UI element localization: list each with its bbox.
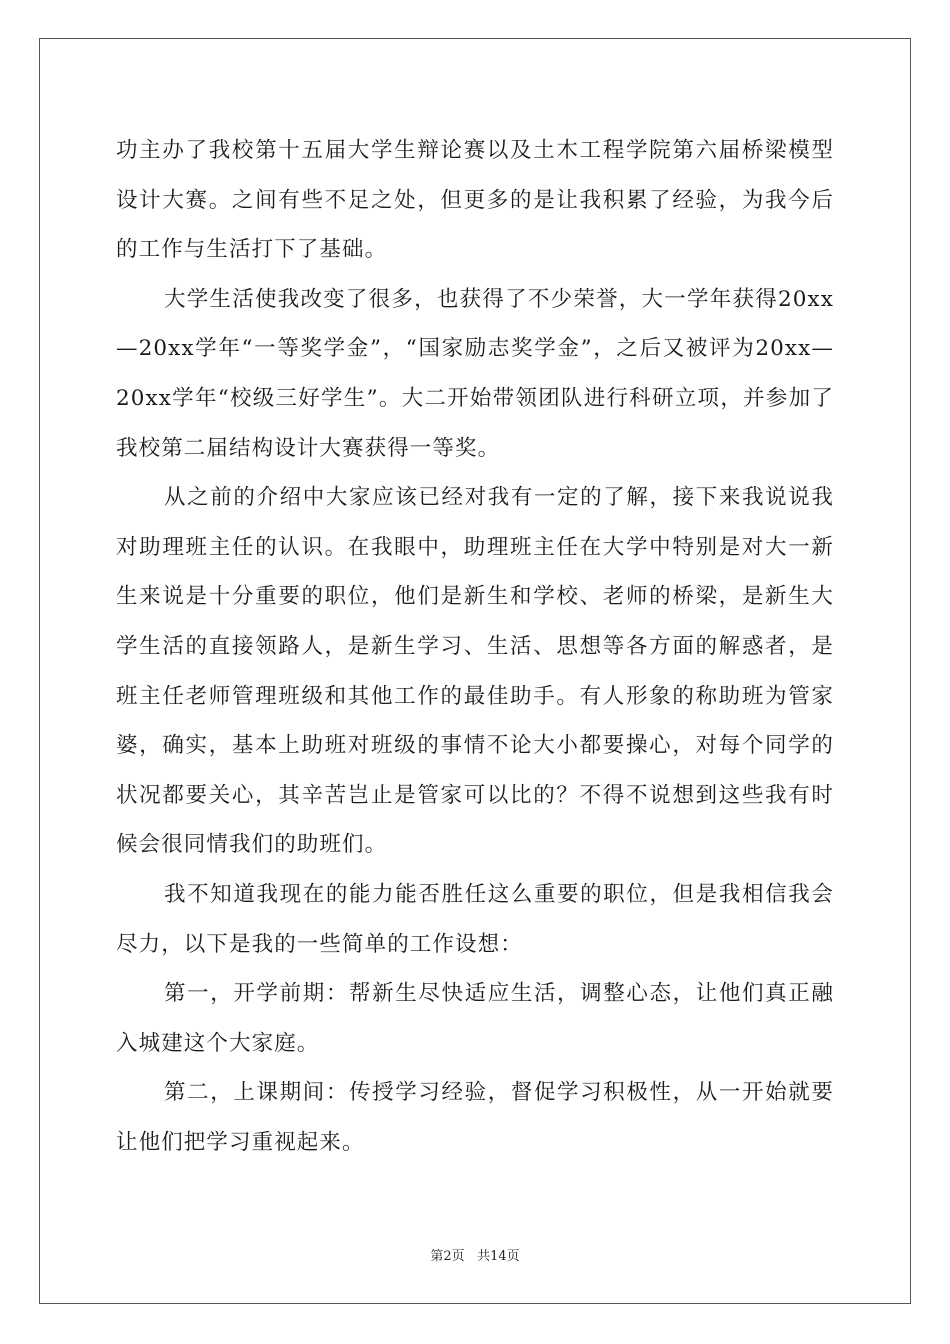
paragraph-assistant-role: 从之前的介绍中大家应该已经对我有一定的了解，接下来我说说我对助理班主任的认识。在我眼中，助理班主任在大学中特别是对大一新生来说是十分重要的职位，他们是新生和学校、老师的桥梁，是新生大学生活的直接领路人，是新生学习、生活、思想等各方面的解惑者，是班主任老师管理班级和其他工作的最佳助手。有人形象的称助班为管家婆，确实，基本上助班对班级的事情不论大小都要操心，对每个同学的状况都要关心，其辛苦岂止是管家可以比的？不得不说想到这些我有时候会很同情我们的助班们。 xyxy=(116,485,834,858)
document-body xyxy=(116,126,834,1167)
page-number: 第2页 xyxy=(430,1249,465,1264)
page-total: 共14页 xyxy=(477,1249,520,1264)
paragraph-continuation: 功主办了我校第十五届大学生辩论赛以及土木工程学院第六届桥梁模型设计大赛。之间有些不足之处，但更多的是让我积累了经验，为我今后的工作与生活打下了基础。 xyxy=(116,138,834,263)
page-footer xyxy=(0,1248,950,1266)
paragraph-honors: 大学生活使我改变了很多，也获得了不少荣誉，大一学年获得20xx—20xx学年“一等奖学金”，“国家励志奖学金”，之后又被评为20xx—20xx学年“校级三好学生”。大二开始带领团队进行科研立项，并参加了我校第二届结构设计大赛获得一等奖。 xyxy=(116,286,834,461)
paragraph-plan-first: 第一，开学前期：帮新生尽快适应生活，调整心态，让他们真正融入城建这个大家庭。 xyxy=(116,981,834,1056)
paragraph-plan-second: 第二，上课期间：传授学习经验，督促学习积极性，从一开始就要让他们把学习重视起来。 xyxy=(116,1080,834,1155)
paragraph-work-plan-intro: 我不知道我现在的能力能否胜任这么重要的职位，但是我相信我会尽力，以下是我的一些简单的工作设想： xyxy=(116,881,834,957)
